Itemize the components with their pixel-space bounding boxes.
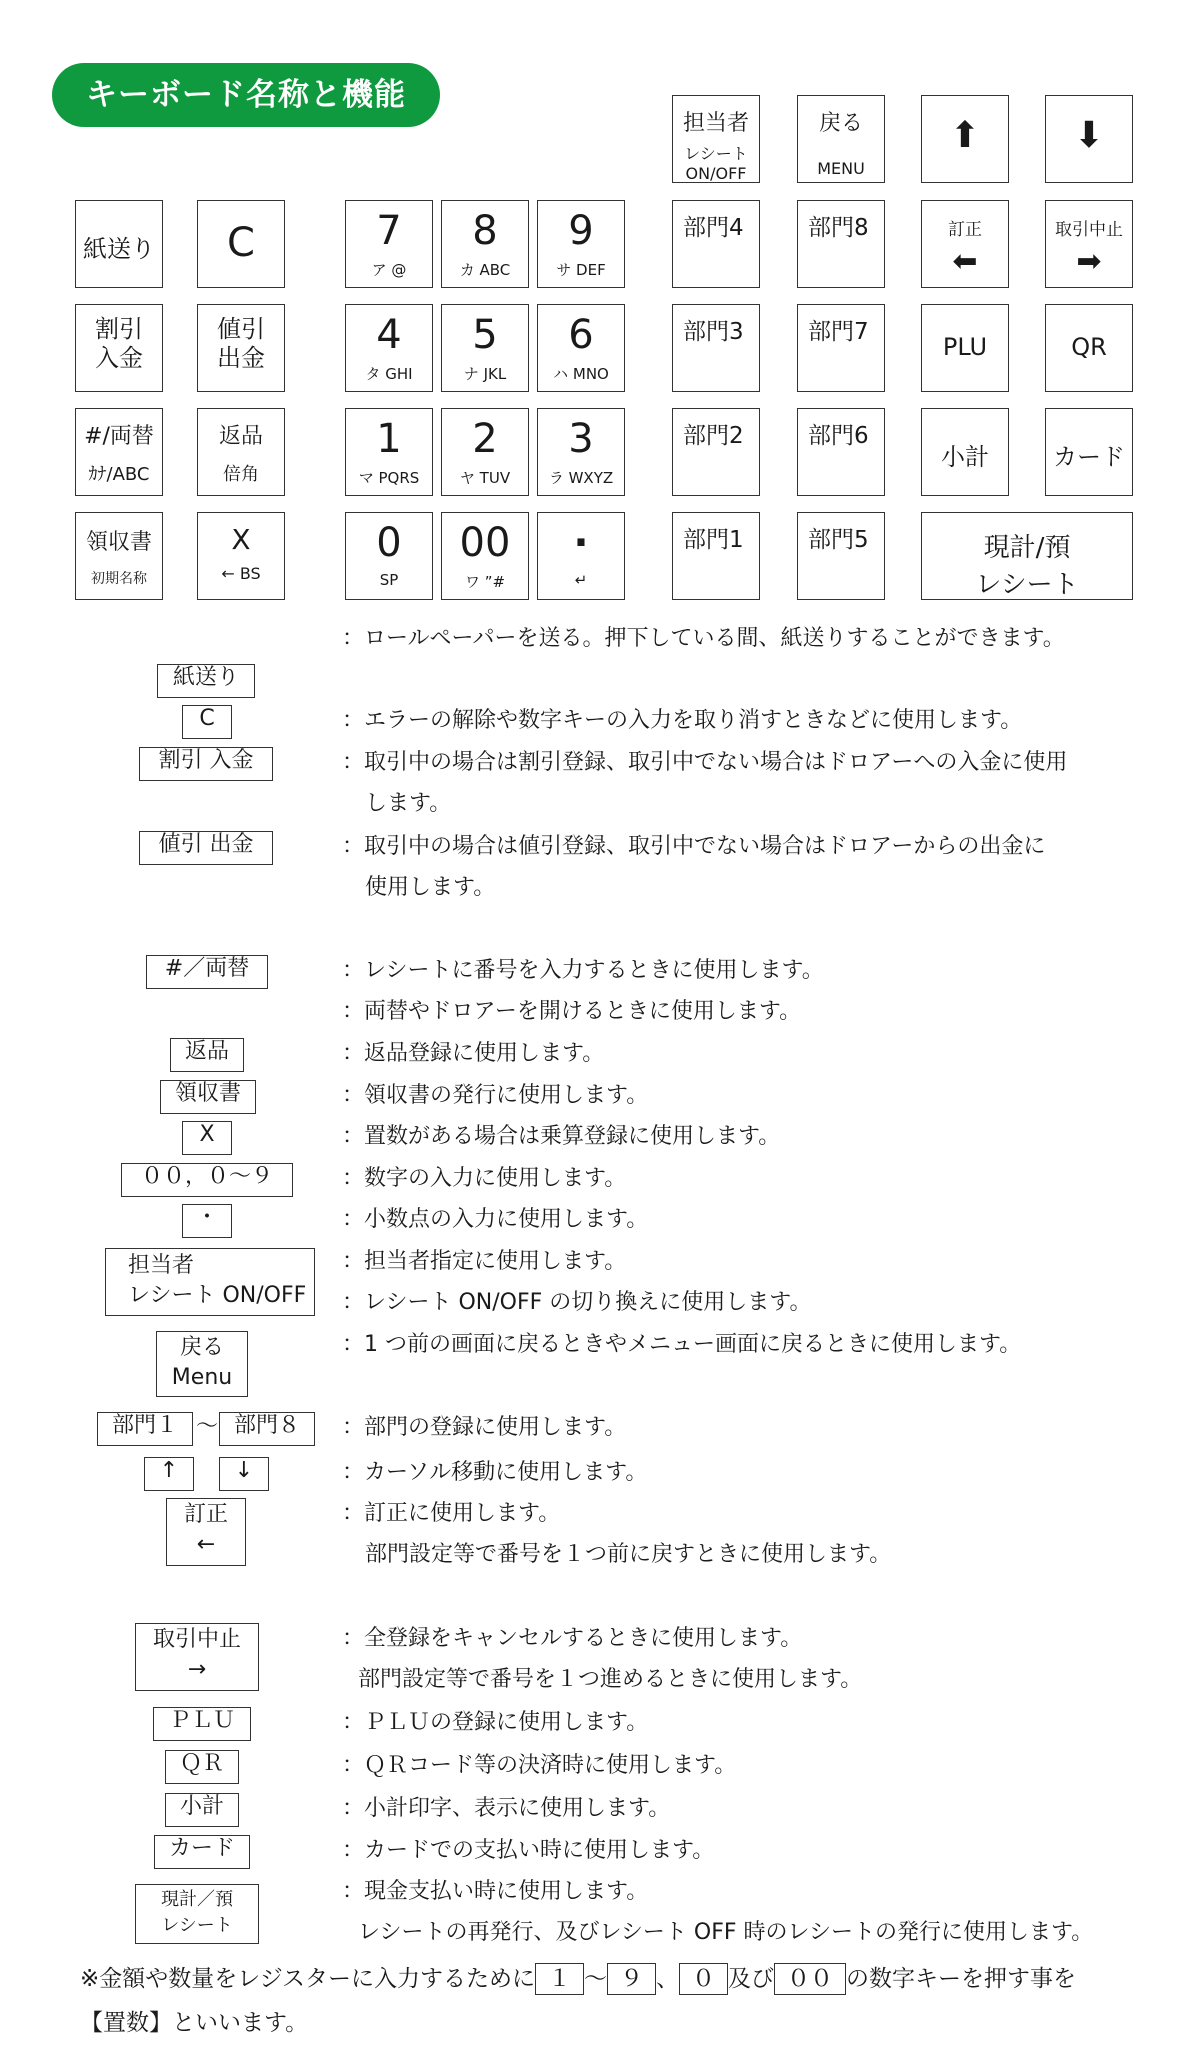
markdown-label: 値引 [217,315,265,343]
key-1[interactable] [345,408,433,496]
clear-label: C [227,220,255,266]
legend-cash-total [135,1884,259,1944]
initial-name-label: 初期名称 [91,571,147,587]
qr-key[interactable] [1045,304,1133,392]
key-8-label: 8 [472,208,498,254]
desc-cancel-1: ：全登録をキャンセルするときに使用します。 [342,1626,803,1651]
enter-icon: ↵ [574,571,588,589]
legend-card: カード [154,1835,250,1869]
legend-correction [166,1498,246,1566]
on-off-label: ON/OFF [685,164,747,183]
return-label: 返品 [218,424,263,449]
legend-subtotal: 小計 [165,1793,239,1827]
receipt-issue-label: 領収書 [85,530,152,555]
department-3-key[interactable] [672,304,760,392]
key-6-label: 6 [568,312,594,358]
cursor-down-key[interactable] [1045,95,1133,183]
correction-key[interactable] [921,200,1009,288]
plu-label: PLU [942,333,988,361]
legend-discount: 割引 入金 [139,747,273,781]
card-key[interactable] [1045,408,1133,496]
desc-plu: ：ＰＬＵの登録に使用します。 [342,1710,649,1735]
desc-clerk: ：担当者指定に使用します。 [342,1249,627,1274]
department-8-key[interactable] [797,200,885,288]
department-2-key[interactable] [672,408,760,496]
department-4-label: 部門4 [683,215,744,241]
department-8-label: 部門8 [808,215,869,241]
legend-department-1: 部門１ [97,1412,193,1446]
desc-card: ：カードでの支払い時に使用します。 [342,1838,715,1863]
department-6-key[interactable] [797,408,885,496]
key-0-label: 0 [376,520,402,566]
legend-plu: ＰＬＵ [153,1707,251,1741]
legend-cursor-down: ↓ [219,1457,269,1491]
discount-label: 割引 [95,315,143,343]
footer-box-9: ９ [607,1963,656,1995]
desc-exchange-1: ：レシートに番号を入力するときに使用します。 [342,958,824,983]
legend-return: 返品 [170,1038,244,1072]
desc-markdown-1: ：取引中の場合は値引登録、取引中でない場合はドロアーからの出金に [342,834,1046,859]
legend-cancel-label: 取引中止 [152,1627,241,1652]
department-6-label: 部門6 [808,423,869,449]
double-width-label: 倍角 [223,464,259,485]
footer-note-line2: 【置数】といいます。 [80,2010,309,2036]
key-9-label: 9 [568,208,594,254]
key-7-label: 7 [376,208,402,254]
key-2-sub: ヤ TUV [459,469,511,487]
key-0[interactable] [345,512,433,600]
legend-qr: ＱＲ [165,1750,239,1784]
paper-feed-label: 紙送り [83,235,155,263]
legend-clear: C [182,705,232,739]
key-7[interactable] [345,200,433,288]
desc-cash-1: ：現金支払い時に使用します。 [342,1879,649,1904]
card-label: カード [1053,443,1125,471]
key-00-sub: ワ ”# [464,573,506,591]
menu-label: MENU [817,159,865,178]
department-1-key[interactable] [672,512,760,600]
plu-key[interactable] [921,304,1009,392]
desc-digits: ：数字の入力に使用します。 [342,1166,627,1191]
key-9[interactable] [537,200,625,288]
clear-key[interactable] [197,200,285,288]
key-7-sub: ア @ [371,261,407,279]
payout-label: 出金 [217,343,265,372]
department-7-key[interactable] [797,304,885,392]
cursor-up-key[interactable] [921,95,1009,183]
key-3[interactable] [537,408,625,496]
department-5-label: 部門5 [808,527,869,553]
key-4[interactable] [345,304,433,392]
return-key[interactable] [197,408,285,496]
arrow-right-icon: ➡ [1076,244,1102,279]
department-3-label: 部門3 [683,319,744,345]
legend-correction-label: 訂正 [183,1502,228,1527]
legend-menu-label: Menu [171,1365,233,1391]
legend-cash-total-label: 現計／預 [161,1889,233,1910]
page-title: キーボード名称と機能 [52,63,440,127]
legend-department-tilde: ～ [196,1414,219,1439]
desc-markdown-2: 使用します。 [365,875,496,900]
desc-paper-feed: ：ロールペーパーを送る。押下している間、紙送りすることができます。 [342,626,1065,651]
footer-pre: ※金額や数量をレジスターに入力するために [80,1966,536,1992]
subtotal-label: 小計 [941,443,989,471]
deposit-label: 入金 [95,343,143,372]
key-00[interactable] [441,512,529,600]
department-5-key[interactable] [797,512,885,600]
footer-post: の数字キーを押す事を [846,1966,1077,1992]
key-00-label: 00 [459,520,511,566]
decimal-point-key[interactable] [537,512,625,600]
department-2-label: 部門2 [683,423,744,449]
decimal-point-label: · [573,520,589,566]
desc-receipt-issue: ：領収書の発行に使用します。 [342,1083,649,1108]
multiply-key[interactable] [197,512,285,600]
key-5-label: 5 [472,312,498,358]
clerk-label: 担当者 [682,111,749,136]
legend-markdown: 値引 出金 [139,831,273,865]
kana-abc-label: ｶﾅ/ABC [88,464,150,485]
desc-decimal: ：小数点の入力に使用します。 [342,1207,649,1232]
key-3-sub: ラ WXYZ [548,469,614,487]
desc-back-menu: ：1 つ前の画面に戻るときやメニュー画面に戻るときに使用します。 [342,1332,1022,1357]
legend-back-label: 戻る [179,1335,224,1360]
legend-receipt-issue: 領収書 [160,1080,256,1114]
key-8-sub: カ ABC [459,261,511,279]
clerk-receipt-key[interactable] [672,95,760,183]
legend-clerk-receipt [105,1248,315,1316]
legend-exchange: #／両替 [146,955,268,989]
desc-clear: ：エラーの解除や数字キーの入力を取り消すときなどに使用します。 [342,708,1023,733]
key-2[interactable] [441,408,529,496]
markdown-payout-key[interactable] [197,304,285,392]
key-6[interactable] [537,304,625,392]
back-menu-key[interactable] [797,95,885,183]
legend-arrow-right-icon: → [187,1657,207,1683]
cancel-transaction-key[interactable] [1045,200,1133,288]
legend-arrow-left-icon: ← [196,1532,216,1558]
footer-and: 及び [728,1966,775,1992]
key-5[interactable] [441,304,529,392]
legend-decimal: ・ [182,1204,232,1238]
key-3-label: 3 [568,416,594,462]
desc-correction-1: ：訂正に使用します。 [342,1501,561,1526]
legend-paper-feed: 紙送り [157,664,255,698]
legend-clerk-label: 担当者 [128,1253,195,1278]
exchange-label: #/両替 [84,424,154,449]
key-6-sub: ハ MNO [553,365,609,383]
cash-total-key[interactable] [921,512,1133,600]
footer-box-1: １ [535,1963,584,1995]
arrow-left-icon: ⬅ [952,244,978,279]
multiply-label: X [231,523,251,556]
key-1-label: 1 [376,416,402,462]
legend-cancel-transaction [135,1623,259,1691]
receipt-issue-key[interactable] [75,512,163,600]
desc-exchange-2: ：両替やドロアーを開けるときに使用します。 [342,999,802,1024]
paper-feed-key[interactable] [75,200,163,288]
arrow-down-icon: ⬇ [1073,115,1105,156]
legend-receipt-onoff-label: レシート ON/OFF [128,1283,307,1309]
legend-multiply: X [182,1121,232,1155]
qr-label: QR [1071,333,1107,361]
footer-box-00: ００ [774,1963,846,1995]
legend-back-menu [156,1331,248,1397]
legend-cash-receipt-label: レシート [161,1914,233,1936]
cash-total-receipt-label: レシート [975,570,1079,600]
cancel-transaction-label: 取引中止 [1055,220,1123,240]
backspace-label: ← BS [221,564,261,583]
key-4-sub: タ GHI [365,365,413,383]
correction-label: 訂正 [948,220,982,240]
footer-box-0: ０ [679,1963,728,1995]
footer-comma: 、 [656,1966,680,1992]
desc-cursor: ：カーソル移動に使用します。 [342,1460,648,1485]
footer-tilde: ～ [584,1966,608,1992]
desc-cash-2: レシートの再発行、及びレシート OFF 時のレシートの発行に使用します。 [358,1920,1094,1945]
discount-deposit-key[interactable] [75,304,163,392]
legend-digits: ００，０～９ [121,1163,293,1197]
key-0-sub: SP [379,571,399,589]
desc-qr: ：ＱＲコード等の決済時に使用します。 [342,1753,737,1778]
department-7-label: 部門7 [808,319,869,345]
arrow-up-icon: ⬆ [949,115,981,156]
key-9-sub: サ DEF [556,261,606,279]
cash-total-label: 現計/預 [983,533,1071,563]
footer-note [80,1960,1076,1995]
legend-department-8: 部門８ [219,1412,315,1446]
key-4-label: 4 [376,312,402,358]
desc-return: ：返品登録に使用します。 [342,1041,605,1066]
desc-department: ：部門の登録に使用します。 [342,1415,627,1440]
department-4-key[interactable] [672,200,760,288]
desc-correction-2: 部門設定等で番号を１つ前に戻すときに使用します。 [365,1542,892,1567]
desc-discount-1: ：取引中の場合は割引登録、取引中でない場合はドロアーへの入金に使用 [342,750,1068,775]
receipt-label: レシート [684,144,748,163]
desc-cancel-2: 部門設定等で番号を１つ進めるときに使用します。 [358,1667,863,1692]
key-1-sub: マ PQRS [358,469,420,487]
desc-discount-2: します。 [365,791,452,816]
back-label: 戻る [818,111,863,136]
desc-receipt-onoff: ：レシート ON/OFF の切り換えに使用します。 [342,1290,812,1315]
key-5-sub: ナ JKL [463,365,507,383]
exchange-key[interactable] [75,408,163,496]
subtotal-key[interactable] [921,408,1009,496]
legend-cursor-up: ↑ [144,1457,194,1491]
key-2-label: 2 [472,416,498,462]
key-8[interactable] [441,200,529,288]
desc-subtotal: ：小計印字、表示に使用します。 [342,1796,671,1821]
desc-multiply: ：置数がある場合は乗算登録に使用します。 [342,1124,781,1149]
department-1-label: 部門1 [683,527,744,553]
